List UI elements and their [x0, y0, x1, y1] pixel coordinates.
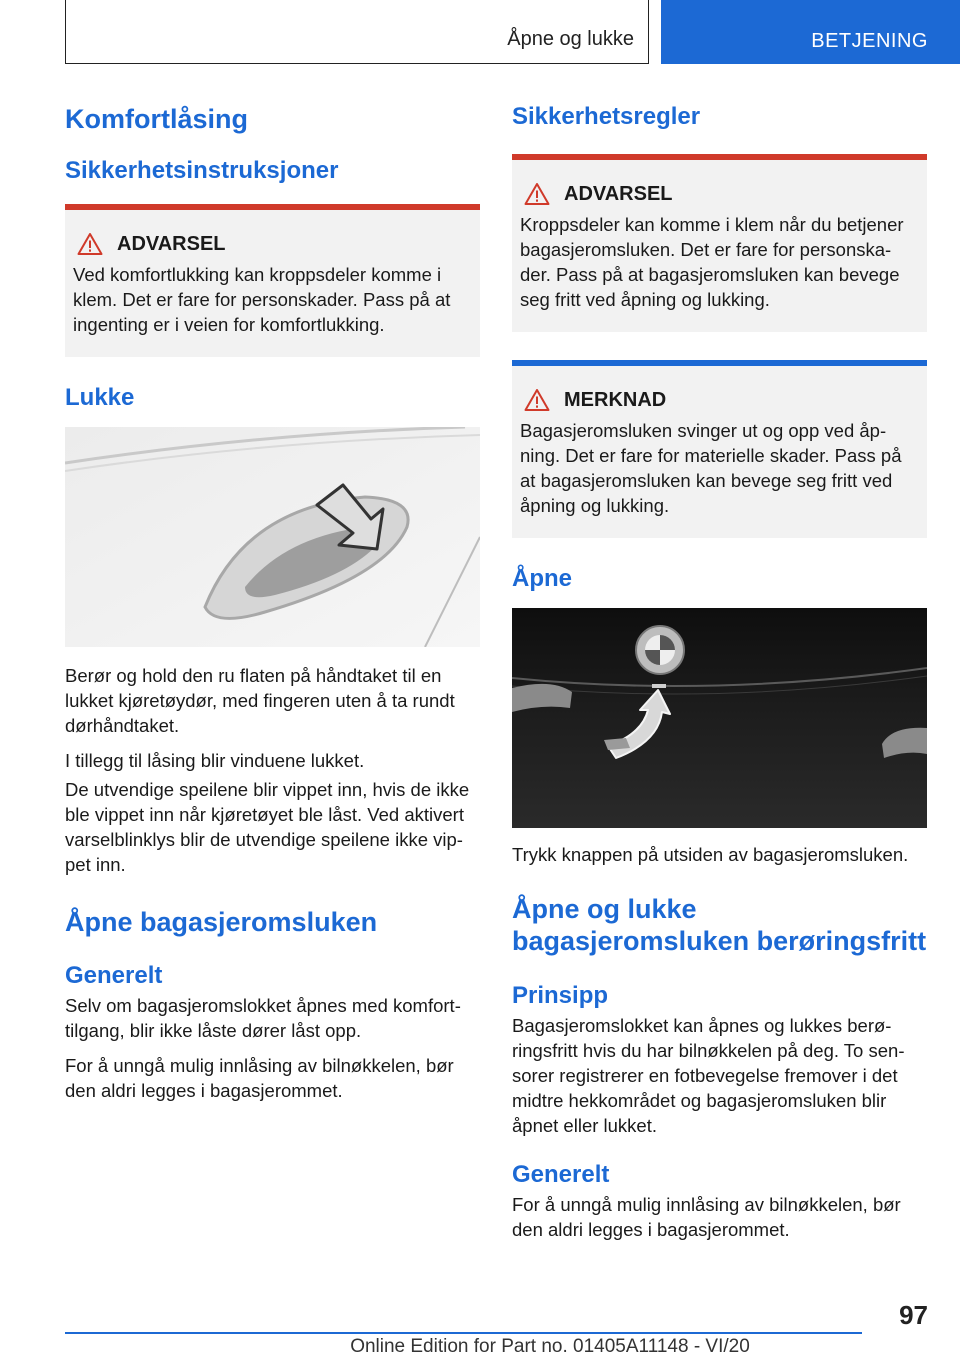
footer-divider	[65, 1332, 862, 1334]
warning-triangle-icon	[524, 388, 550, 412]
generelt-paragraph-2: For å unngå mulig innlåsing av bilnøkkelen, bør den aldri legges i bagasjerommet.	[65, 1055, 454, 1101]
warning-label: ADVARSEL	[117, 232, 226, 255]
door-handle-photo	[65, 427, 480, 647]
notice-text: Bagasjeromsluken svinger ut og opp ved åp-ning. Det er fare for materielle skader. Pass på at bagasjeromsluken kan bevege seg fritt ved åpning og lukking.	[520, 420, 902, 516]
heading-sikkerhetsregler: Sikkerhetsregler	[512, 103, 701, 130]
lukke-paragraph-2: I tillegg til låsing blir vinduene lukket.	[65, 750, 365, 771]
apne-caption: Trykk knappen på utsiden av bagasjeromsluken.	[512, 844, 909, 865]
notice-box-bagasjeromsluken	[512, 360, 927, 538]
heading-generelt-left: Generelt	[65, 962, 163, 989]
warning-box-bagasjeromsluken	[512, 154, 927, 332]
lukke-paragraph-1: Berør og hold den ru flaten på håndtaket til en lukket kjøretøydør, med fingeren uten å ta rundt dørhåndtaket.	[65, 665, 455, 736]
warning-label: ADVARSEL	[564, 182, 673, 205]
heading-apne-bagasjeromsluken: Åpne bagasjeromsluken	[65, 907, 378, 937]
heading-generelt-right: Generelt	[512, 1161, 610, 1188]
notice-label: MERKNAD	[564, 388, 667, 411]
tailgate-button-photo	[512, 608, 927, 828]
warning-triangle-icon	[524, 182, 550, 206]
heading-apne: Åpne	[512, 565, 572, 592]
footer-edition: Online Edition for Part no. 01405A11148 - VI/20	[350, 1336, 750, 1357]
header-section-title: Åpne og lukke	[507, 28, 634, 50]
generelt-right-paragraph: For å unngå mulig innlåsing av bilnøkkelen, bør den aldri legges i bagasjerommet.	[512, 1194, 901, 1240]
warning-text: Ved komfortlukking kan kroppsdeler komme i klem. Det er fare for personskader. Pass på at ingenting er i veien for komfortlukking.	[73, 264, 451, 335]
lukke-paragraph-3: De utvendige speilene blir vippet inn, hvis de ikke ble vippet inn når kjøretøyet ble låst. Ved aktivert varselblinklys blir de utvendige speilene ikke vip-pet inn.	[65, 779, 470, 875]
header-chapter-label: BETJENING	[811, 30, 928, 52]
warning-triangle-icon	[77, 232, 103, 256]
right-column	[512, 102, 927, 1242]
warning-box-komfortlukking	[65, 204, 480, 357]
heading-prinsipp: Prinsipp	[512, 982, 609, 1009]
warning-text: Kroppsdeler kan komme i klem når du betjener bagasjeromsluken. Det er fare for personska-der. Pass på at bagasjeromsluken kan bevege seg fritt ved åpning og lukking.	[520, 214, 904, 310]
left-column	[65, 102, 480, 1103]
generelt-paragraph-1: Selv om bagasjeromslokket åpnes med komfort-tilgang, blir ikke låste dører låst opp.	[65, 995, 461, 1041]
prinsipp-paragraph: Bagasjeromslokket kan åpnes og lukkes berø-ringsfritt hvis du har bilnøkkelen på deg. To sen-sorer registrerer en fotbevegelse fremover i det midtre hekkområdet og bagasjeromsluken blir åpnet eller lukket.	[512, 1015, 905, 1136]
heading-touchfree: Åpne og lukke bagasjeromsluken berøringsfritt	[512, 894, 927, 956]
heading-sikkerhetsinstruksjoner: Sikkerhetsinstruksjoner	[65, 157, 339, 184]
page-number: 97	[899, 1300, 928, 1330]
heading-lukke: Lukke	[65, 384, 135, 411]
header-section-box	[65, 0, 649, 64]
header-chapter-tab[interactable]	[661, 0, 960, 64]
heading-komfortlasing: Komfortlåsing	[65, 104, 249, 134]
